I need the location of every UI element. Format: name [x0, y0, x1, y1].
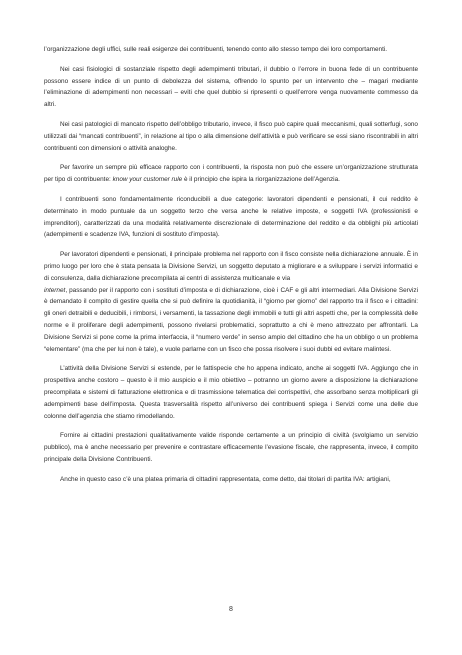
paragraph-text: Nei casi patologici di mancato rispetto dell’obbligo tributario, invece, il fisco può capire quali meccanismi, quali sotterfugi, sono utilizzati dai “mancati contribuenti”, in relazione al tipo o alla dimensione dell’attività e può verificare se essi siano riscontrabili in altri contribuenti con dimensioni o attività analoghe.	[44, 120, 418, 152]
paragraph-text: L’attività della Divisione Servizi si estende, per le fattispecie che ho appena indicato, anche ai soggetti IVA. Aggiungo che in prospettiva anche costoro – questo è il mio auspicio e il mio obiettivo – potranno un giorno avere a disposizione la dichiarazione precompilata e sistemi di fatturazione elettronica e di trasmissione telematica dei corrispettivi, che assorbano senza moltiplicarli gli adempimenti base dell’imposta. Questa trasversalità rispetto all’universo dei contribuenti spiega i Servizi come una delle due colonne dell’agenzia che stiamo rimodellando.	[44, 365, 418, 420]
paragraph-text: Per favorire un sempre più efficace rapporto con i contribuenti, la risposta non può che essere un’organizzazione strutturata per tipo di contribuente:	[44, 164, 418, 184]
paragraph-text: l’organizzazione degli uffici, sulle reali esigenze dei contribuenti, tenendo conto allo stesso tempo dei loro comportamenti.	[44, 46, 388, 53]
page-number: 8	[229, 606, 233, 613]
paragraph	[44, 363, 418, 422]
paragraph-text: Anche in questo caso c’è una platea primaria di cittadini rappresentata, come detto, dai titolari di partita IVA: artigiani,	[60, 475, 391, 483]
paragraph-text: I contribuenti sono fondamentalmente riconducibili a due categorie: lavoratori dipendenti e pensionati, il cui reddito è determinato in modo puntuale da un soggetto terzo che versa anche le relative imposte, e soggetti IVA (professionisti e imprenditori), caratterizzati da una modalità relativamente discrezionale di determinazione del reddito e da obblighi più articolati (adempimenti e scadenze IVA, funzioni di sostituto d’imposta).	[44, 195, 418, 239]
paragraph	[44, 119, 418, 154]
paragraph	[44, 430, 418, 465]
body-text	[44, 44, 418, 486]
paragraph	[44, 249, 418, 284]
paragraph	[44, 285, 418, 356]
paragraph-text: , passando per il rapporto con i sostituti d’imposta e di dichiarazione, cioè i CAF e gli altri intermediari. Alla Divisione Servizi è demandato il compito di gestire quella che si può definire la quotidianità, il “giorno per giorno” del rapporto tra il fisco e i cittadini: gli oneri detraibili e deducibili, i rimborsi, i versamenti, la tassazione degli immobili e tutti gli altri aspetti che, per la complessità delle norme e il proliferare degli adempimenti, possono rivelarsi problematici, soprattutto a chi è meno attrezzato per affrontarli. La Divisione Servizi si pone come la prima interfaccia, il “numero verde” in senso ampio del cittadino che ha un obbligo o un problema “elementare” (ma che per lui non è tale), e vuole parlarne con un fisco che possa risolvere i suoi dubbi ed evitare malintesi.	[44, 286, 418, 353]
paragraph	[44, 64, 418, 111]
paragraph	[44, 474, 418, 486]
paragraph-text: Per lavoratori dipendenti e pensionati, il principale problema nel rapporto con il fisco consiste nella dichiarazione annuale. È in primo luogo per loro che è stata pensata la Divisione Servizi, un soggetto deputato a migliorare e a sviluppare i servizi informatici e di consulenza, dalla dichiarazione precompilata ai centri di assistenza multicanale e via	[44, 251, 418, 282]
paragraph	[44, 194, 418, 241]
paragraph	[44, 44, 418, 56]
paragraph	[44, 162, 418, 186]
paragraph-text: è il principio che ispira la riorganizzazione dell’Agenzia.	[182, 176, 340, 184]
paragraph-text: Nei casi fisiologici di sostanziale rispetto degli adempimenti tributari, il dubbio o l’errore in buona fede di un contribuente possono essere indice di un punto di debolezza del sistema, offrendo lo spunto per un intervento che – magari mediante l’eliminazione di adempimenti non necessari – eviti che quel dubbio si ripresenti o quell’errore venga nuovamente commesso da altri.	[44, 65, 418, 109]
emphasis-text: internet	[44, 286, 66, 294]
emphasis-text: know your customer rule	[112, 176, 183, 184]
paragraph-text: Fornire ai cittadini prestazioni qualitativamente valide risponde certamente a un principio di civiltà (svolgiamo un servizio pubblico), ma è anche necessario per prevenire e contrastare efficacemente l’evasione fiscale, che rappresenta, invece, il compito principale della Divisione Contribuenti.	[44, 432, 418, 463]
